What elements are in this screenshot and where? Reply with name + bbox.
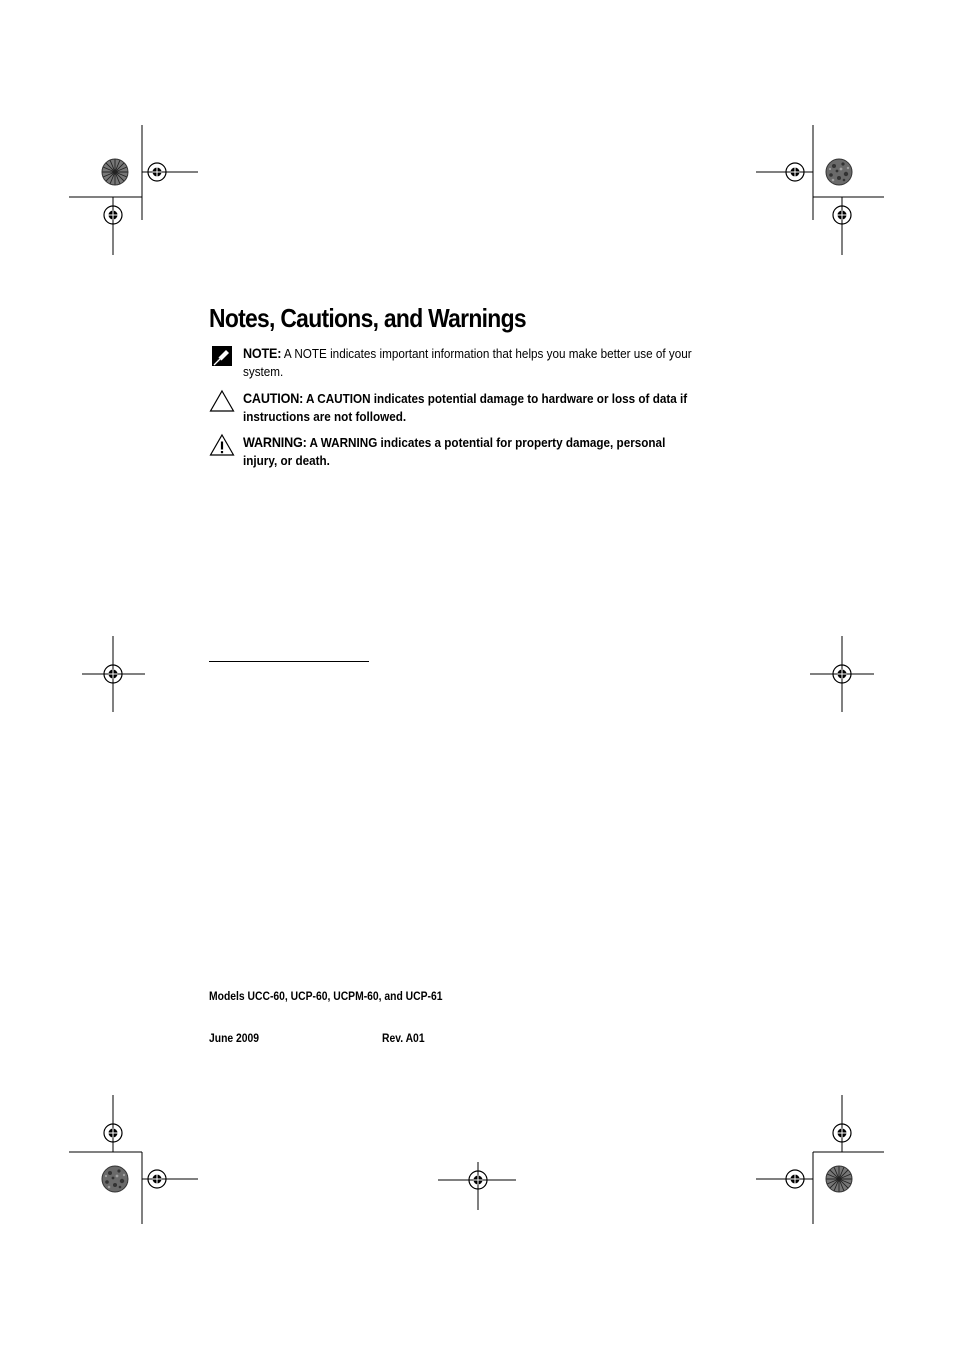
pencil-note-icon [209,344,235,370]
caution-body [243,389,711,426]
starburst-target-icon [826,1166,852,1192]
models-line: Models UCC-60, UCP-60, UCPM-60, and UCP-61 [209,991,443,1003]
caution-triangle-icon [209,389,235,415]
registration-mark-middle-right [808,634,878,716]
registration-mark-middle-left [80,634,150,716]
stipple-target-icon [102,1166,128,1192]
warning-body [243,433,666,470]
caution-label: CAUTION: [243,390,304,406]
starburst-target-icon [102,159,128,185]
registration-mark-top-left [60,120,210,260]
note-body [243,344,711,381]
note-label: NOTE: [243,345,282,361]
revision-number: Rev. A01 [382,1033,425,1045]
note-notice [209,344,749,384]
note-text: A NOTE indicates important information that helps you make better use of your system. [243,346,692,379]
caution-text: A CAUTION indicates potential damage to hardware or loss of data if instructions are not followed. [243,391,688,424]
warning-text: A WARNING indicates a potential for property damage, personal injury, or death. [243,435,666,468]
registration-mark-bottom-right [750,1090,900,1230]
caution-notice [209,389,749,429]
registration-mark-bottom-center [436,1160,520,1214]
warning-label: WARNING: [243,434,307,450]
footnote-rule [209,661,369,662]
publication-date: June 2009 [209,1033,260,1045]
warning-exclamation-icon [209,433,235,459]
registration-mark-bottom-left [60,1090,210,1230]
warning-notice [209,433,749,473]
registration-mark-top-right [750,120,900,260]
stipple-target-icon [826,159,852,185]
page-title: Notes, Cautions, and Warnings [209,303,526,333]
